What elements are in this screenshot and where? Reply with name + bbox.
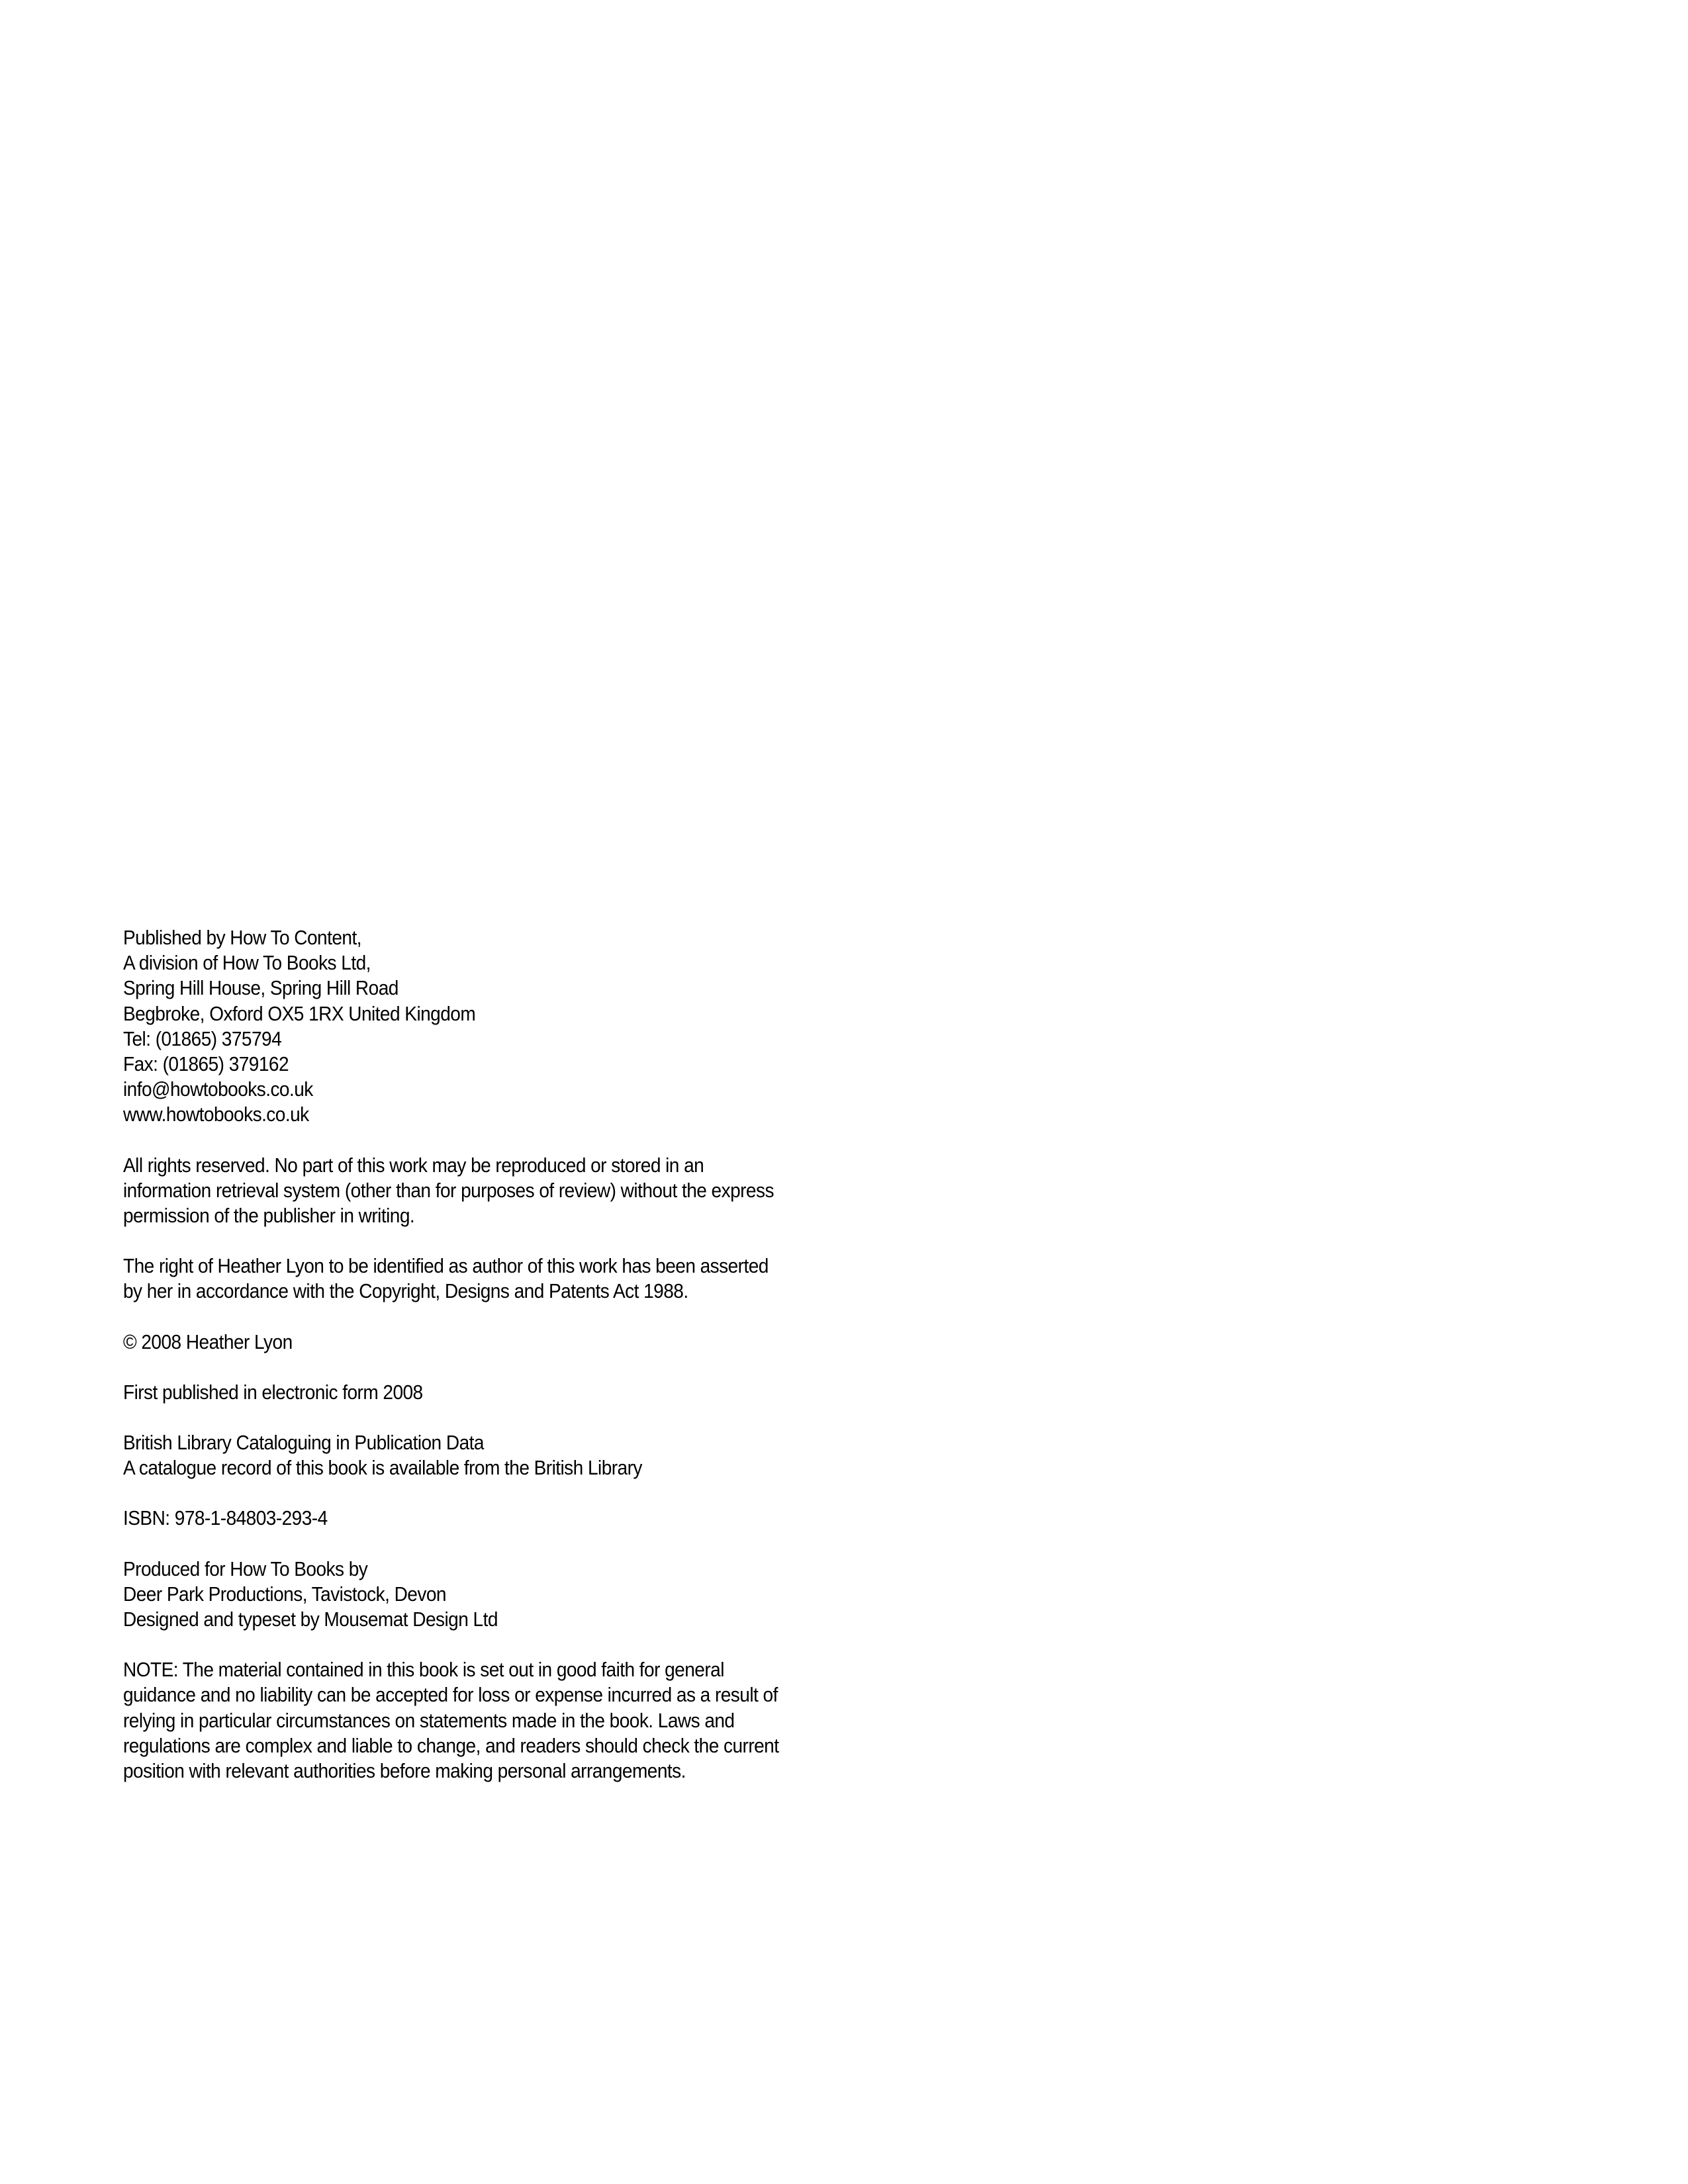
publisher-division-line: A division of How To Books Ltd, bbox=[123, 952, 371, 975]
rights-line: information retrieval system (other than for purposes of review) without the express bbox=[123, 1179, 774, 1202]
note-line: regulations are complex and liable to change, and readers should check the current bbox=[123, 1734, 779, 1757]
note-line: guidance and no liability can be accepted for loss or expense incurred as a result of bbox=[123, 1684, 778, 1707]
author-rights-paragraph bbox=[123, 1253, 769, 1304]
publisher-line: Published by How To Content, bbox=[123, 927, 361, 949]
address-line-1: Spring Hill House, Spring Hill Road bbox=[123, 977, 399, 1000]
rights-line: All rights reserved. No part of this work may be reproduced or stored in an bbox=[123, 1154, 704, 1177]
note-line: relying in particular circumstances on statements made in the book. Laws and bbox=[123, 1709, 735, 1732]
copyright-notice-block bbox=[123, 1330, 763, 1355]
publisher-address-block bbox=[123, 925, 763, 1128]
note-line: position with relevant authorities before making personal arrangements. bbox=[123, 1760, 686, 1783]
author-rights-line: by her in accordance with the Copyright, Designs and Patents Act 1988. bbox=[123, 1280, 688, 1303]
isbn-number: ISBN: 978-1-84803-293-4 bbox=[123, 1507, 328, 1530]
production-line: Deer Park Productions, Tavistock, Devon bbox=[123, 1582, 446, 1606]
telephone-line: Tel: (01865) 375794 bbox=[123, 1027, 282, 1050]
note-line: NOTE: The material contained in this book is set out in good faith for general bbox=[123, 1659, 724, 1682]
email-line: info@howtobooks.co.uk bbox=[123, 1078, 313, 1101]
address-line-2: Begbroke, Oxford OX5 1RX United Kingdom bbox=[123, 1002, 476, 1025]
copyright-notice: © 2008 Heather Lyon bbox=[123, 1330, 293, 1353]
production-line: Designed and typeset by Mousemat Design Ltd bbox=[123, 1608, 498, 1631]
website-line: www.howtobooks.co.uk bbox=[123, 1103, 309, 1126]
fax-line: Fax: (01865) 379162 bbox=[123, 1053, 289, 1076]
rights-line: permission of the publisher in writing. bbox=[123, 1205, 415, 1228]
author-rights-line: The right of Heather Lyon to be identified as author of this work has been asserted bbox=[123, 1255, 769, 1278]
rights-reserved-paragraph bbox=[123, 1153, 774, 1229]
imprint-text bbox=[123, 925, 779, 1809]
first-published-notice: First published in electronic form 2008 bbox=[123, 1381, 423, 1404]
production-line: Produced for How To Books by bbox=[123, 1557, 368, 1580]
isbn-block bbox=[123, 1506, 763, 1531]
cataloguing-line: British Library Cataloguing in Publication Data bbox=[123, 1432, 484, 1455]
first-published-block bbox=[123, 1380, 763, 1405]
disclaimer-note-paragraph bbox=[123, 1657, 779, 1784]
production-credits-block bbox=[123, 1557, 763, 1633]
cataloguing-block bbox=[123, 1430, 763, 1480]
cataloguing-line: A catalogue record of this book is available from the British Library bbox=[123, 1457, 642, 1480]
